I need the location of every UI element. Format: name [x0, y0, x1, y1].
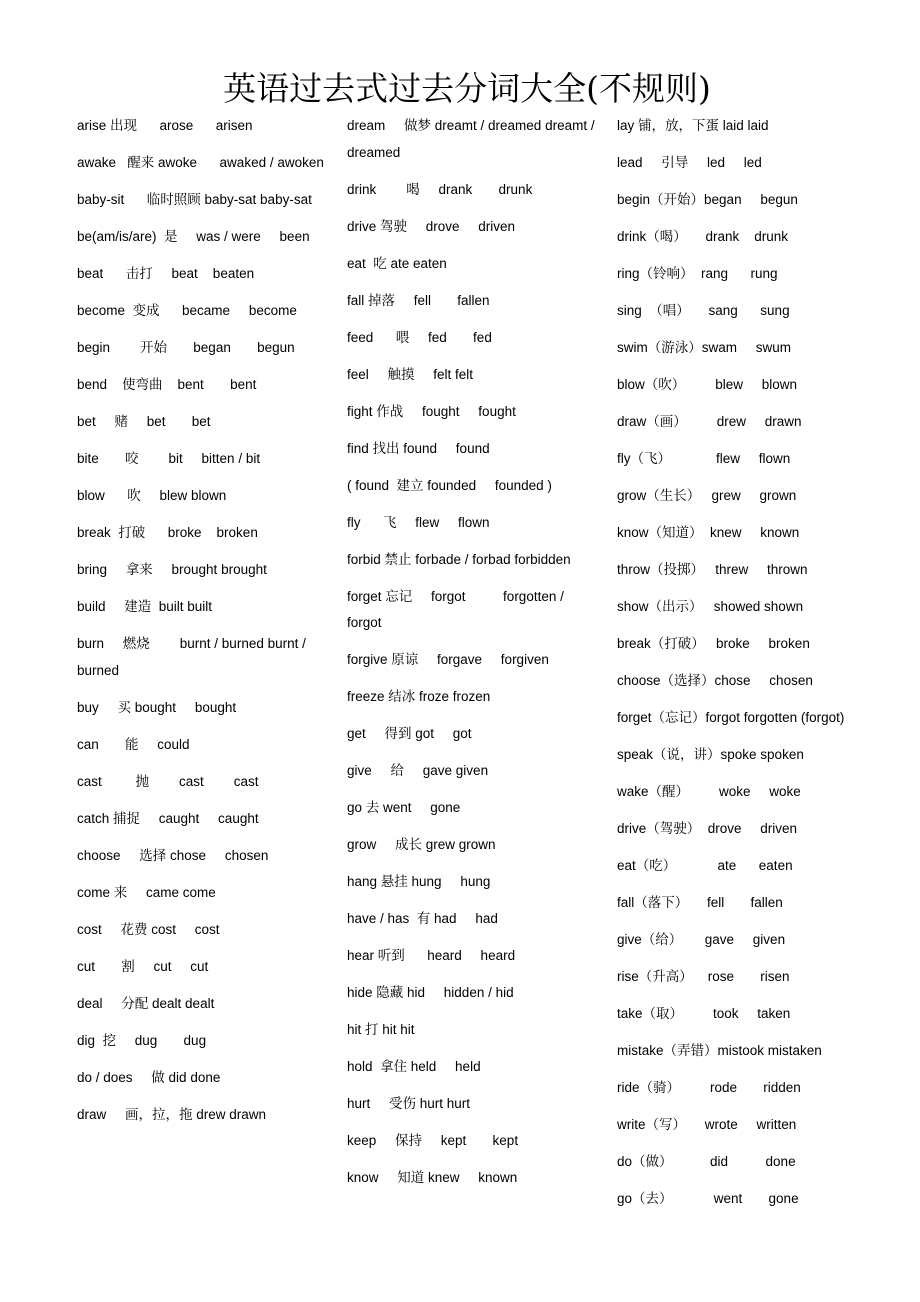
verb-entry: bring 拿来 brought brought	[77, 562, 267, 577]
verb-entry: choose 选择 chose chosen	[77, 847, 269, 863]
verb-entry: drive（驾驶） drove driven	[617, 821, 798, 836]
verb-entry: show（出示） showed shown	[617, 599, 804, 614]
verb-entry: feed 喂 fed fed	[347, 329, 492, 345]
verb-entry: buy 买 bought bought	[77, 699, 237, 715]
verb-entry: freeze 结冰 froze frozen	[347, 689, 491, 704]
verb-entry: can 能 could	[77, 736, 190, 752]
verb-entry: fall（落下） fell fallen	[617, 895, 783, 910]
verb-entry: become 变成 became become	[77, 303, 297, 318]
verb-entry: break（打破） broke broken	[617, 636, 810, 651]
verb-entry: go 去 went gone	[347, 800, 461, 815]
verb-entry: grow 成长 grew grown	[347, 837, 496, 852]
verb-entry: blow（吹） blew blown	[617, 377, 798, 392]
verb-entry: throw（投掷） threw thrown	[617, 562, 808, 577]
verb-entry: get 得到 got got	[347, 726, 472, 741]
verb-entry: lay 铺，放，下蛋 laid laid	[617, 118, 769, 133]
verb-column-2	[347, 113, 597, 1202]
verb-entry: bet 赌 bet bet	[77, 414, 211, 429]
verb-entry: ride（骑） rode ridden	[617, 1080, 801, 1095]
verb-entry: hide 隐藏 hid hidden / hid	[347, 985, 514, 1000]
verb-entry: take（取） took taken	[617, 1006, 791, 1021]
verb-entry: do / does 做 did done	[77, 1069, 221, 1085]
verb-entry: hit 打 hit hit	[347, 1022, 415, 1037]
verb-entry: forgive 原谅 forgave forgiven	[347, 652, 549, 667]
verb-entry: awake 醒来 awoke awaked / awoken	[77, 155, 324, 170]
verb-entry: write（写） wrote written	[617, 1117, 797, 1132]
page-title: 英语过去式过去分词大全(不规则)	[223, 69, 711, 108]
verb-entry: fight 作战 fought fought	[347, 403, 516, 419]
verb-entry: find 找出 found found	[347, 440, 490, 456]
verb-entry: speak（说，讲）spoke spoken	[617, 747, 804, 762]
verb-entry: beat 击打 beat beaten	[77, 266, 255, 281]
verb-entry: hold 拿住 held held	[347, 1059, 481, 1074]
verb-entry: forbid 禁止 forbade / forbad forbidden	[347, 551, 571, 567]
verb-entry: drink（喝） drank drunk	[617, 229, 789, 244]
verb-entry: catch 捕捉 caught caught	[77, 810, 259, 826]
verb-entry: forget 忘记 forgot forgotten / forgot	[347, 588, 568, 630]
verb-entry: sing （唱） sang sung	[617, 303, 790, 318]
verb-entry: begin 开始 began begun	[77, 340, 295, 355]
verb-entry: forget（忘记）forgot forgotten (forgot)	[617, 710, 845, 725]
verb-entry: fall 掉落 fell fallen	[347, 292, 490, 308]
verb-entry: be(am/is/are) 是 was / were been	[77, 229, 310, 244]
verb-entry: give 给 gave given	[347, 763, 489, 778]
verb-entry: baby-sit 临时照顾 baby-sat baby-sat	[77, 192, 312, 207]
verb-entry: ring（铃响） rang rung	[617, 266, 778, 281]
verb-entry: drive 驾驶 drove driven	[347, 218, 516, 234]
verb-entry: bend 使弯曲 bent bent	[77, 377, 257, 392]
verb-entry: draw 画，拉，拖 drew drawn	[77, 1106, 267, 1122]
verb-entry: cast 抛 cast cast	[77, 773, 259, 789]
verb-entry: lead 引导 led led	[617, 155, 762, 170]
verb-entry: wake（醒） woke woke	[617, 784, 801, 799]
verb-entry: fly（飞） flew flown	[617, 451, 791, 466]
verb-entry: build 建造 built built	[77, 599, 213, 614]
verb-entry: begin（开始）began begun	[617, 192, 798, 207]
verb-entry: keep 保持 kept kept	[347, 1133, 519, 1148]
verb-entry: dig 挖 dug dug	[77, 1032, 207, 1048]
verb-entry: hurt 受伤 hurt hurt	[347, 1096, 471, 1111]
verb-entry: bite 咬 bit bitten / bit	[77, 451, 261, 466]
verb-entry: fly 飞 flew flown	[347, 514, 490, 530]
verb-entry: give（给） gave given	[617, 932, 786, 947]
verb-entry: cost 花费 cost cost	[77, 921, 220, 937]
verb-entry: eat（吃） ate eaten	[617, 858, 793, 873]
verb-entry: go（去） went gone	[617, 1191, 799, 1206]
verb-entry: come 来 came come	[77, 884, 216, 900]
verb-entry: choose（选择）chose chosen	[617, 673, 813, 688]
verb-entry: blow 吹 blew blown	[77, 488, 227, 503]
verb-entry: feel 触摸 felt felt	[347, 366, 474, 382]
verb-entry: draw（画） drew drawn	[617, 414, 802, 429]
verb-entry: do（做） did done	[617, 1154, 796, 1169]
verb-entry: know（知道） knew known	[617, 525, 800, 540]
verb-entry: dream 做梦 dreamt / dreamed dreamt / dreamed	[347, 118, 599, 160]
verb-entry: know 知道 knew known	[347, 1170, 518, 1185]
verb-entry: hear 听到 heard heard	[347, 948, 516, 963]
verb-entry: mistake（弄错）mistook mistaken	[617, 1043, 822, 1058]
verb-entry: deal 分配 dealt dealt	[77, 995, 215, 1011]
verb-column-1	[77, 113, 327, 1139]
verb-entry: swim（游泳）swam swum	[617, 340, 792, 355]
verb-entry: grow（生长） grew grown	[617, 488, 797, 503]
verb-entry: break 打破 broke broken	[77, 525, 258, 540]
verb-entry: arise 出现 arose arisen	[77, 118, 253, 133]
verb-entry: hang 悬挂 hung hung	[347, 874, 491, 889]
verb-entry: burn 燃烧 burnt / burned burnt / burned	[77, 636, 310, 678]
verb-column-3	[617, 113, 913, 1223]
verb-entry: drink 喝 drank drunk	[347, 181, 533, 197]
verb-entry: ( found 建立 founded founded )	[347, 477, 552, 493]
verb-entry: have / has 有 had had	[347, 911, 498, 926]
verb-entry: cut 割 cut cut	[77, 958, 209, 974]
verb-entry: eat 吃 ate eaten	[347, 255, 447, 271]
verb-entry: rise（升高） rose risen	[617, 969, 790, 984]
